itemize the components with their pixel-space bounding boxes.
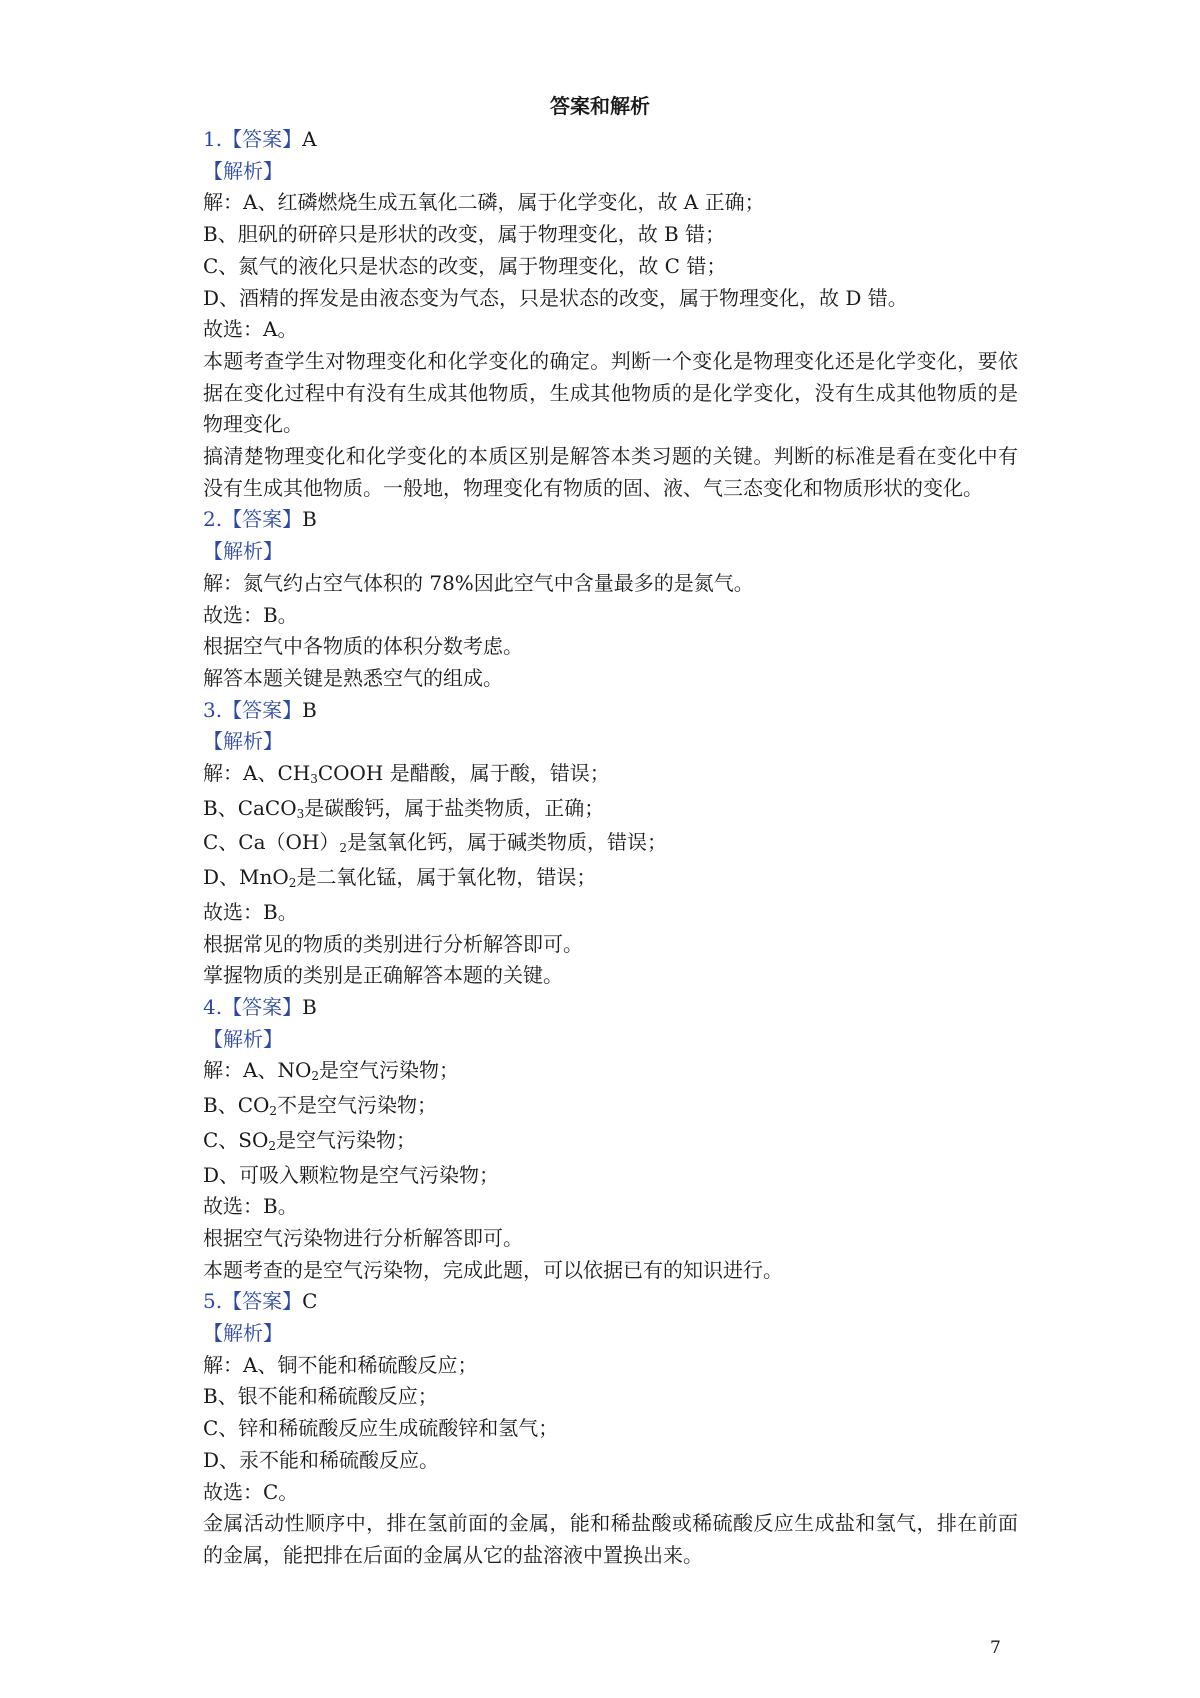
q5-answer-label: 【答案】 (222, 1289, 303, 1314)
q3-line-1 (203, 758, 1018, 793)
q4-line-7: 本题考查的是空气污染物，完成此题，可以依据已有的知识进行。 (203, 1257, 783, 1282)
q3-line-2-rest: 是碳酸钙，属于盐类物质，正确； (304, 795, 605, 820)
q1-answer-label: 【答案】 (222, 127, 303, 151)
q5-line-5: 故选：C。 (203, 1479, 299, 1504)
q3-line-2 (203, 793, 1018, 828)
q3-line-4 (203, 862, 1018, 897)
q4-line-5: 故选：B。 (203, 1194, 298, 1219)
q3-line-4-subscript: 2 (288, 876, 297, 891)
q4-line-3-text: C、SO (203, 1127, 269, 1152)
q3-analysis-label: 【解析】 (203, 729, 283, 754)
q2-line-4: 解答本题关键是熟悉空气的组成。 (203, 665, 503, 690)
q5-line-1: 解：A、铜不能和稀硫酸反应； (203, 1352, 478, 1377)
q3-line-7: 掌握物质的类别是正确解答本题的关键。 (203, 963, 563, 988)
q5-line-3: C、锌和稀硫酸反应生成硫酸锌和氢气； (203, 1416, 559, 1441)
q2-line-1: 解：氮气约占空气体积的 78%因此空气中含量最多的是氮气。 (203, 570, 754, 595)
q3-answer: B (302, 697, 317, 722)
q1-answer: A (302, 127, 317, 151)
q5-analysis-label: 【解析】 (203, 1321, 283, 1346)
q3-answer-label: 【答案】 (222, 697, 303, 722)
q1-analysis-label: 【解析】 (203, 158, 283, 183)
q3-line-3-rest: 是氢氧化钙，属于碱类物质，错误； (347, 830, 668, 855)
q3-answer-line (203, 695, 1018, 727)
q5-answer-line (203, 1286, 1018, 1318)
q1-answer-line (203, 124, 1018, 156)
q5-line-4: D、汞不能和稀硫酸反应。 (203, 1447, 440, 1472)
q4-number: 4. (203, 994, 223, 1019)
q3-line-5: 故选：B。 (203, 899, 298, 924)
answer-content (203, 124, 1018, 1572)
q2-analysis-label: 【解析】 (203, 539, 283, 564)
q4-line-3-subscript: 2 (268, 1138, 277, 1153)
q1-number: 1. (203, 127, 223, 151)
q3-line-3-subscript: 2 (339, 841, 348, 856)
q4-answer-label: 【答案】 (222, 994, 303, 1019)
q4-line-1-subscript: 2 (311, 1069, 319, 1084)
q5-answer: C (302, 1289, 318, 1314)
q3-line-2-subscript: 3 (296, 806, 305, 821)
q3-line-1-subscript: 3 (310, 772, 318, 787)
q4-line-3 (203, 1125, 1018, 1160)
q4-line-6: 根据空气污染物进行分析解答即可。 (203, 1225, 523, 1250)
q4-answer: B (302, 994, 317, 1019)
q4-line-1-text: 解：A、NO (203, 1058, 312, 1083)
q2-line-2: 故选：B。 (203, 602, 298, 627)
q1-line-4: D、酒精的挥发是由液态变为气态，只是状态的改变，属于物理变化，故 D 错。 (203, 285, 908, 310)
q3-line-1-text: 解：A、CH (203, 761, 311, 786)
q1-line-5: 故选：A。 (203, 317, 298, 342)
q4-line-2-subscript: 2 (269, 1104, 278, 1119)
q1-paragraph-1: 本题考查学生对物理变化和化学变化的确定。判断一个变化是物理变化还是化学变化，要依据在变化过程中有没有生成其他物质，生成其他物质的是化学变化，没有生成其他物质的是物理变化。 (203, 348, 1018, 437)
q4-line-2-text: B、CO (203, 1093, 270, 1118)
q5-line-2: B、银不能和稀硫酸反应； (203, 1384, 438, 1409)
q5-paragraph-1: 金属活动性顺序中，排在氢前面的金属，能和稀盐酸或稀硫酸反应生成盐和氢气，排在前面的金属，能把排在后面的金属从它的盐溶液中置换出来。 (203, 1511, 1018, 1567)
q4-line-4: D、可吸入颗粒物是空气污染物； (203, 1162, 500, 1187)
q1-paragraph-2: 搞清楚物理变化和化学变化的本质区别是解答本类习题的关键。判断的标准是看在变化中有没有生成其他物质。一般地，物理变化有物质的固、液、气三态变化和物质形状的变化。 (203, 444, 1018, 500)
q3-line-4-rest: 是二氧化锰，属于氧化物，错误； (296, 865, 597, 890)
q4-line-1-rest: 是空气污染物； (318, 1058, 459, 1083)
q4-line-2 (203, 1090, 1018, 1125)
q1-line-2: B、胆矾的研碎只是形状的改变，属于物理变化，故 B 错； (203, 222, 726, 247)
q2-answer: B (302, 507, 317, 532)
q4-answer-line (203, 992, 1018, 1024)
q3-line-2-text: B、CaCO (203, 795, 297, 820)
q5-number: 5. (203, 1289, 223, 1314)
q3-line-1-rest: COOH 是醋酸，属于酸，错误； (317, 761, 610, 786)
q3-line-3-text: C、Ca（OH） (203, 830, 340, 855)
page-title: 答案和解析 (550, 94, 650, 118)
q2-line-3: 根据空气中各物质的体积分数考虑。 (203, 634, 523, 659)
q3-line-3 (203, 827, 1018, 862)
q1-line-1: 解：A、红磷燃烧生成五氧化二磷，属于化学变化，故 A 正确； (203, 190, 765, 215)
q4-line-3-rest: 是空气污染物； (276, 1127, 417, 1152)
q2-answer-line (203, 504, 1018, 536)
q4-line-2-rest: 不是空气污染物； (277, 1093, 438, 1118)
page-number: 7 (990, 1638, 1001, 1658)
q3-number: 3. (203, 697, 223, 722)
q2-number: 2. (203, 507, 223, 532)
q3-line-6: 根据常见的物质的类别进行分析解答即可。 (203, 931, 583, 956)
q2-answer-label: 【答案】 (222, 507, 303, 532)
q1-line-3: C、氮气的液化只是状态的改变，属于物理变化，故 C 错； (203, 253, 727, 278)
q3-line-4-text: D、MnO (203, 865, 289, 890)
q4-line-1 (203, 1055, 1018, 1090)
q4-analysis-label: 【解析】 (203, 1026, 283, 1051)
